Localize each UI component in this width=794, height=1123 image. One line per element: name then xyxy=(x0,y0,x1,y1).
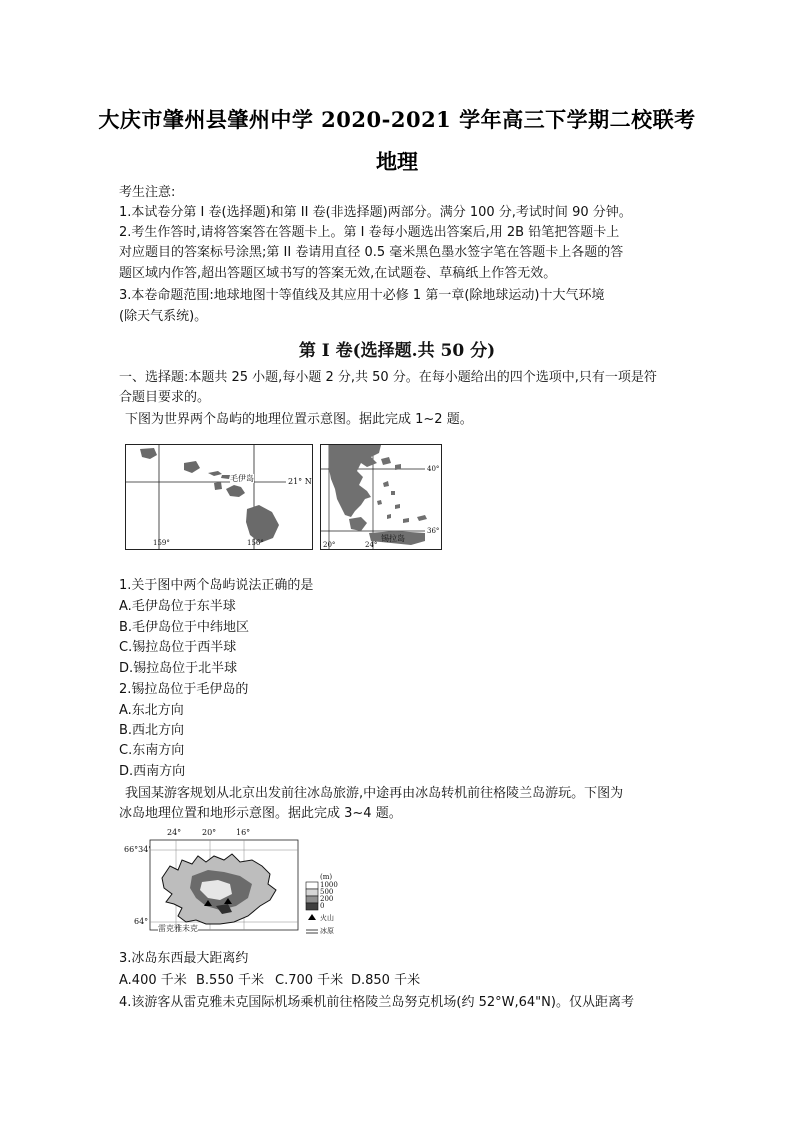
section-title: 第 I 卷(选择题.共 50 分) xyxy=(298,341,496,361)
maui-label: 毛伊岛 xyxy=(230,474,254,483)
q1-option-b: B.毛伊岛位于中纬地区 xyxy=(119,620,250,635)
notice-heading: 考生注意: xyxy=(119,185,176,200)
iceland-map-drawing xyxy=(120,826,348,938)
exam-title: 大庆市肇州县肇州中学 2020-2021 学年高三下学期二校联考 xyxy=(98,107,696,132)
q2-option-a: A.东北方向 xyxy=(119,703,184,718)
maui-lat-label: 21° N xyxy=(288,477,312,486)
q2-option-d: D.西南方向 xyxy=(119,764,186,779)
legend-value-200: 200 xyxy=(320,895,334,903)
legend-unit: (m) xyxy=(320,873,333,881)
group2-intro-line-1: 我国某游客规划从北京出发前往冰岛旅游,中途再由冰岛转机前往格陵兰岛游玩。下图为 xyxy=(125,786,624,801)
q3-option-b: B.550 千米 xyxy=(196,973,264,988)
notice-line-2: 2.考生作答时,请将答案答在答题卡上。第 I 卷每小题选出答案后,用 2B 铅笔把答题卡上 xyxy=(119,225,620,240)
instructions-line-2: 合题目要求的。 xyxy=(119,390,211,405)
q3-option-c: C.700 千米 xyxy=(275,973,344,988)
legend-value-1000: 1000 xyxy=(320,881,338,889)
iceland-lon-label-3: 16° xyxy=(236,828,251,837)
notice-line-4: 题区域内作答,超出答题区域书写的答案无效,在试题卷、草稿纸上作答无效。 xyxy=(119,266,557,281)
q3-option-d: D.850 千米 xyxy=(351,973,421,988)
maui-map xyxy=(125,444,313,550)
q2-option-c: C.东南方向 xyxy=(119,743,185,758)
reykjavik-label: 雷克雅未克 xyxy=(158,924,198,933)
legend-icefield: 冰原 xyxy=(320,927,334,935)
group2-intro-line-2: 冰岛地理位置和地形示意图。据此完成 3~4 题。 xyxy=(119,806,402,821)
maui-map-drawing xyxy=(126,445,312,549)
maui-lon-label-1: 159° xyxy=(153,539,170,547)
legend-volcano: 火山 xyxy=(320,914,334,922)
iceland-lon-label-2: 20° xyxy=(202,828,217,837)
notice-line-3: 对应题目的答案标号涂黑;第 II 卷请用直径 0.5 毫米黑色墨水签字笔在答题卡上各题的答 xyxy=(119,245,624,260)
q3-option-a: A.400 千米 xyxy=(119,973,187,988)
q1-stem: 1.关于图中两个岛屿说法正确的是 xyxy=(119,578,314,593)
group1-intro: 下图为世界两个岛屿的地理位置示意图。据此完成 1~2 题。 xyxy=(125,412,473,427)
santorini-lat-label-1: 40° xyxy=(427,465,440,473)
q2-stem: 2.锡拉岛位于毛伊岛的 xyxy=(119,682,249,697)
q1-option-c: C.锡拉岛位于西半球 xyxy=(119,640,237,655)
santorini-lat-label-2: 36° xyxy=(427,527,440,535)
santorini-lon-label-2: 24° xyxy=(365,541,378,549)
legend-value-0: 0 xyxy=(320,902,325,910)
notice-line-5: 3.本卷命题范围:地球地图十等值线及其应用十必修 1 第一章(除地球运动)十大气环境 xyxy=(119,288,605,303)
legend-value-500: 500 xyxy=(320,888,334,896)
santorini-lon-label-1: 20° xyxy=(323,541,336,549)
iceland-lon-label-1: 24° xyxy=(167,828,182,837)
iceland-map xyxy=(120,826,348,938)
notice-line-6: (除天气系统)。 xyxy=(119,309,208,324)
santorini-map xyxy=(320,444,442,550)
iceland-lat-label-1: 66°34' xyxy=(124,845,151,854)
maui-lon-label-2: 156° xyxy=(247,539,264,547)
q3-stem: 3.冰岛东西最大距离约 xyxy=(119,951,249,966)
notice-line-1: 1.本试卷分第 I 卷(选择题)和第 II 卷(非选择题)两部分。满分 100 分,考试时间 90 分钟。 xyxy=(119,205,632,220)
iceland-lat-label-2: 64° xyxy=(134,917,149,926)
q2-option-b: B.西北方向 xyxy=(119,723,185,738)
subject-title: 地理 xyxy=(376,149,418,174)
q1-option-a: A.毛伊岛位于东半球 xyxy=(119,599,236,614)
q1-option-d: D.锡拉岛位于北半球 xyxy=(119,661,238,676)
q4-stem: 4.该游客从雷克雅未克国际机场乘机前往格陵兰岛努克机场(约 52°W,64"N)。仅从距离考 xyxy=(119,995,634,1010)
santorini-label: 锡拉岛 xyxy=(381,534,405,543)
instructions-line-1: 一、选择题:本题共 25 小题,每小题 2 分,共 50 分。在每小题给出的四个选项中,只有一项是符 xyxy=(119,370,657,385)
